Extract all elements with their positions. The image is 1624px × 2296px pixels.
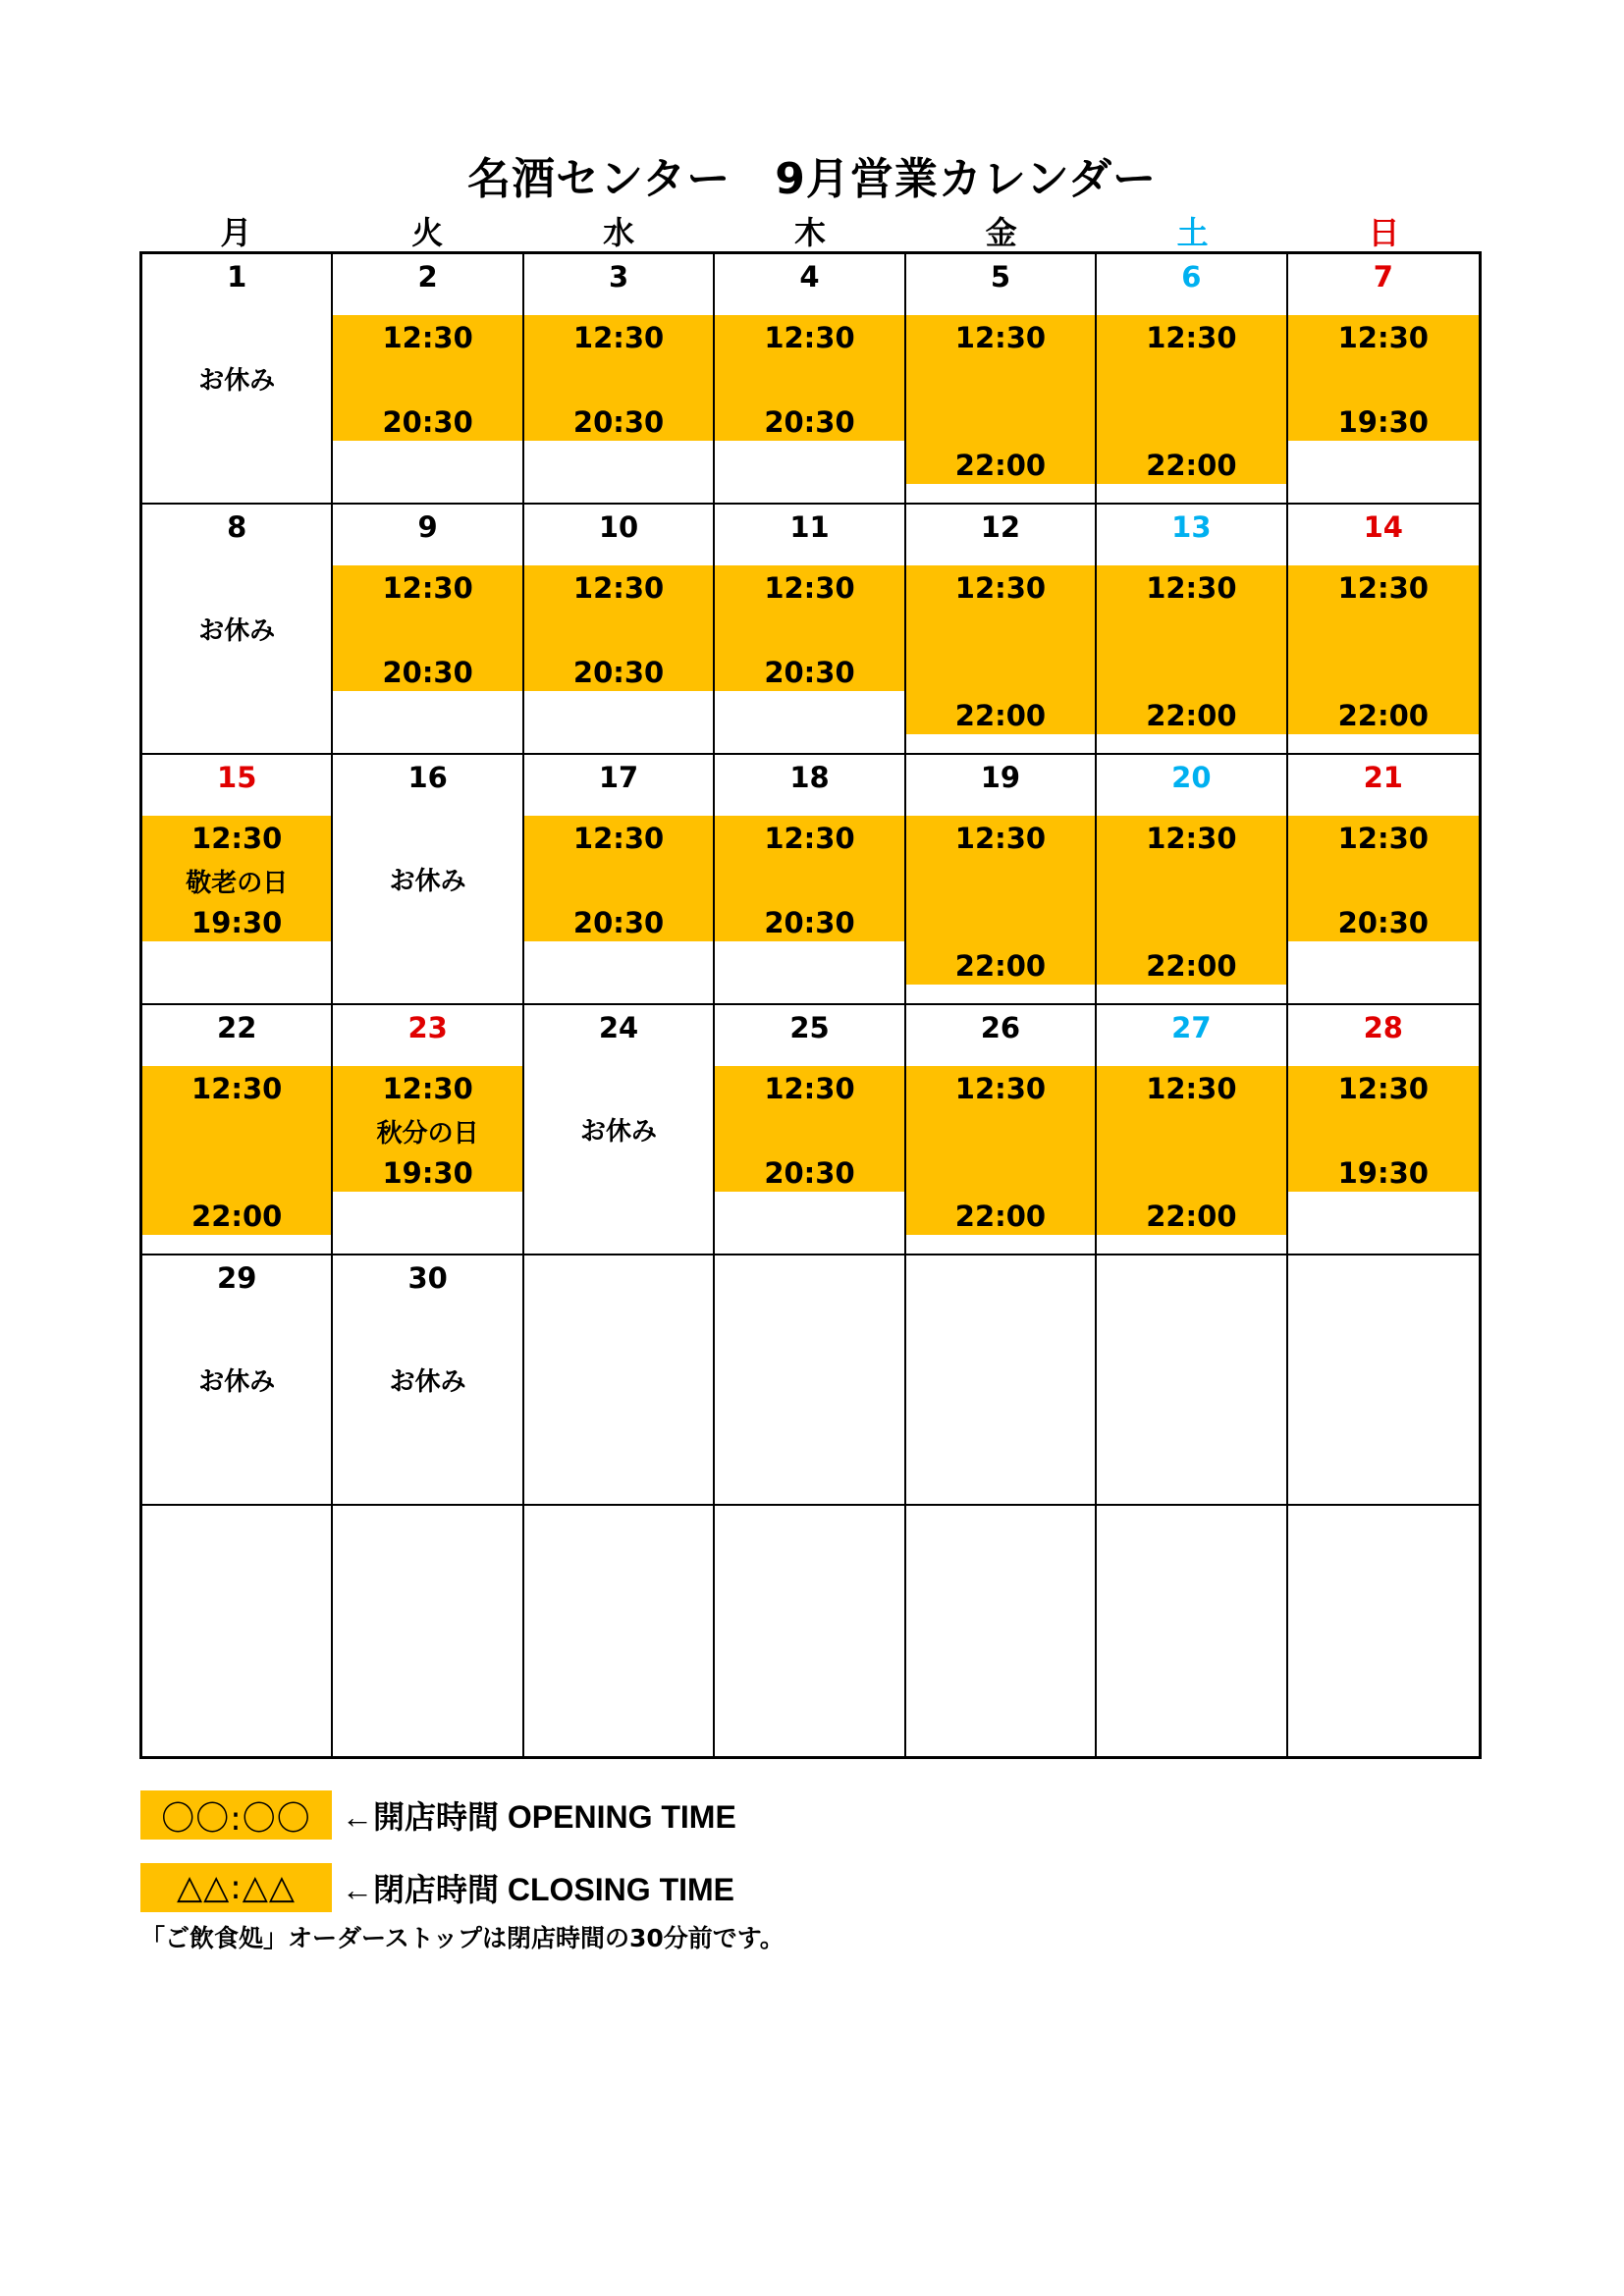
holiday-name: 秋分の日 — [376, 1119, 479, 1148]
business-hours-band — [1097, 565, 1285, 734]
closing-time: 20:30 — [572, 906, 665, 939]
day-number: 3 — [608, 260, 629, 294]
calendar-day-cell — [1288, 755, 1479, 1005]
calendar-day-cell — [333, 1255, 523, 1506]
opening-time: 12:30 — [1337, 571, 1429, 605]
calendar-day-cell — [715, 505, 905, 755]
weekday-label: 土 — [1176, 214, 1209, 251]
calendar-day-cell — [1097, 755, 1287, 1005]
business-hours-band — [1288, 565, 1479, 734]
closing-time: 20:30 — [764, 656, 855, 689]
business-hours-band — [1097, 1066, 1285, 1235]
closing-time: 20:30 — [572, 405, 665, 439]
calendar-day-cell — [906, 1255, 1097, 1506]
calendar-day-cell — [1097, 505, 1287, 755]
calendar-day-cell — [1097, 1506, 1287, 1756]
calendar-day-cell — [333, 254, 523, 505]
calendar-day-cell — [333, 505, 523, 755]
calendar-day-cell — [333, 1005, 523, 1255]
opening-time: 12:30 — [382, 1072, 473, 1105]
closing-time: 22:00 — [1146, 449, 1237, 482]
business-hours-band — [524, 816, 713, 941]
day-number: 17 — [598, 761, 639, 794]
opening-time: 12:30 — [764, 822, 855, 855]
business-hours-band — [906, 315, 1095, 484]
day-number: 22 — [217, 1011, 257, 1044]
calendar-day-cell — [715, 1005, 905, 1255]
order-stop-note: 「ご飲食処」オーダーストップは閉店時間の30分前です。 — [140, 1924, 785, 1952]
closing-time: 19:30 — [1337, 405, 1429, 439]
calendar-day-cell — [1288, 1255, 1479, 1506]
calendar-day-cell — [333, 755, 523, 1005]
day-number: 10 — [598, 510, 639, 544]
business-hours-band — [906, 816, 1095, 985]
closing-time: 20:30 — [764, 906, 855, 939]
closing-time: 22:00 — [954, 1200, 1047, 1233]
business-hours-band — [1097, 816, 1285, 985]
day-number: 1 — [227, 260, 247, 294]
calendar-day-cell — [1288, 1506, 1479, 1756]
closing-time: 22:00 — [954, 699, 1047, 732]
calendar-day-cell — [142, 254, 333, 505]
opening-time: 12:30 — [764, 321, 855, 354]
opening-time: 12:30 — [954, 571, 1047, 605]
calendar-day-cell — [906, 1506, 1097, 1756]
closed-label: お休み — [198, 366, 276, 396]
legend-opening-label: ←開店時間 OPENING TIME — [342, 1799, 736, 1835]
closing-time: 19:30 — [382, 1156, 473, 1190]
calendar-day-cell — [524, 1506, 715, 1756]
business-hours-band — [715, 816, 903, 941]
opening-time: 12:30 — [382, 571, 473, 605]
day-number: 30 — [407, 1261, 448, 1295]
business-hours-band — [524, 315, 713, 441]
holiday-name: 敬老の日 — [186, 869, 289, 898]
day-number: 2 — [417, 260, 438, 294]
weekday-label: 木 — [793, 214, 826, 251]
business-hours-band — [1288, 315, 1479, 441]
calendar-day-cell — [1097, 254, 1287, 505]
calendar-day-cell — [524, 254, 715, 505]
day-number: 29 — [217, 1261, 257, 1295]
day-number: 14 — [1363, 510, 1403, 544]
calendar-day-cell — [906, 254, 1097, 505]
business-hours-band — [333, 1066, 521, 1192]
business-hours-band — [142, 1066, 331, 1235]
opening-time: 12:30 — [1146, 1072, 1237, 1105]
calendar-day-cell — [142, 1255, 333, 1506]
closing-time: 20:30 — [572, 656, 665, 689]
business-hours-band — [906, 565, 1095, 734]
day-number: 25 — [789, 1011, 830, 1044]
day-number: 5 — [990, 260, 1011, 294]
calendar-day-cell — [1097, 1005, 1287, 1255]
day-number: 7 — [1373, 260, 1393, 294]
closing-time: 22:00 — [954, 449, 1047, 482]
business-hours-band — [1097, 315, 1285, 484]
closed-label: お休み — [198, 616, 276, 646]
closing-time: 20:30 — [764, 1156, 855, 1190]
calendar-day-cell — [1288, 505, 1479, 755]
opening-time: 12:30 — [382, 321, 473, 354]
legend-opening-sample: 〇〇:〇〇 — [140, 1790, 332, 1840]
opening-time: 12:30 — [1146, 571, 1237, 605]
day-number: 12 — [980, 510, 1021, 544]
business-hours-band — [142, 816, 331, 941]
day-number: 8 — [227, 510, 247, 544]
weekday-label: 日 — [1368, 214, 1400, 251]
calendar-day-cell — [524, 755, 715, 1005]
day-number: 15 — [217, 761, 257, 794]
opening-time: 12:30 — [572, 571, 665, 605]
closing-time: 22:00 — [1146, 699, 1237, 732]
opening-time: 12:30 — [572, 822, 665, 855]
closed-label: お休み — [580, 1117, 658, 1147]
opening-time: 12:30 — [1337, 321, 1429, 354]
day-number: 28 — [1363, 1011, 1403, 1044]
business-hours-band — [715, 315, 903, 441]
legend-closing — [140, 1863, 734, 1912]
calendar-grid — [139, 251, 1482, 1759]
opening-time: 12:30 — [572, 321, 665, 354]
calendar-day-cell — [142, 505, 333, 755]
opening-time: 12:30 — [1337, 822, 1429, 855]
closing-time: 19:30 — [1337, 1156, 1429, 1190]
calendar-day-cell — [1288, 254, 1479, 505]
day-number: 6 — [1181, 260, 1202, 294]
day-number: 4 — [799, 260, 820, 294]
calendar-day-cell — [524, 1255, 715, 1506]
weekday-header — [140, 208, 1480, 251]
weekday-label: 火 — [411, 214, 444, 251]
calendar-day-cell — [715, 1506, 905, 1756]
opening-time: 12:30 — [954, 321, 1047, 354]
day-number: 23 — [407, 1011, 448, 1044]
day-number: 18 — [789, 761, 830, 794]
opening-time: 12:30 — [954, 822, 1047, 855]
day-number: 20 — [1171, 761, 1212, 794]
opening-time: 12:30 — [764, 571, 855, 605]
day-number: 27 — [1171, 1011, 1212, 1044]
calendar-day-cell — [906, 505, 1097, 755]
business-hours-band — [1288, 816, 1479, 941]
calendar-day-cell — [906, 1005, 1097, 1255]
opening-time: 12:30 — [1146, 321, 1237, 354]
closed-label: お休み — [389, 867, 466, 896]
day-number: 16 — [407, 761, 448, 794]
legend-closing-sample: △△:△△ — [140, 1863, 332, 1912]
opening-time: 12:30 — [191, 822, 283, 855]
calendar-day-cell — [142, 1005, 333, 1255]
closing-time: 20:30 — [1337, 906, 1429, 939]
closing-time: 22:00 — [191, 1200, 283, 1233]
closing-time: 19:30 — [191, 906, 283, 939]
opening-time: 12:30 — [1146, 822, 1237, 855]
opening-time: 12:30 — [954, 1072, 1047, 1105]
business-hours-band — [715, 565, 903, 691]
weekday-label: 水 — [603, 214, 635, 251]
closing-time: 20:30 — [382, 656, 473, 689]
business-hours-band — [906, 1066, 1095, 1235]
day-number: 21 — [1363, 761, 1403, 794]
calendar-day-cell — [715, 254, 905, 505]
day-number: 11 — [789, 510, 830, 544]
closed-label: お休み — [198, 1367, 276, 1397]
calendar-day-cell — [142, 1506, 333, 1756]
legend-closing-label: ←閉店時間 CLOSING TIME — [342, 1872, 735, 1907]
day-number: 19 — [980, 761, 1021, 794]
closing-time: 20:30 — [382, 405, 473, 439]
calendar-day-cell — [715, 755, 905, 1005]
business-hours-band — [1288, 1066, 1479, 1192]
day-number: 9 — [417, 510, 438, 544]
calendar-day-cell — [333, 1506, 523, 1756]
weekday-label: 月 — [220, 214, 252, 251]
page-title: 名酒センター 9月営業カレンダー — [467, 154, 1157, 204]
business-hours-band — [715, 1066, 903, 1192]
closing-time: 22:00 — [1146, 1200, 1237, 1233]
day-number: 13 — [1171, 510, 1212, 544]
calendar-day-cell — [1097, 1255, 1287, 1506]
weekday-label: 金 — [985, 214, 1017, 251]
calendar-day-cell — [524, 1005, 715, 1255]
opening-time: 12:30 — [191, 1072, 283, 1105]
calendar-day-cell — [715, 1255, 905, 1506]
closing-time: 22:00 — [954, 949, 1047, 983]
day-number: 24 — [598, 1011, 639, 1044]
legend-opening — [140, 1790, 736, 1840]
business-hours-band — [333, 315, 521, 441]
opening-time: 12:30 — [764, 1072, 855, 1105]
business-hours-band — [524, 565, 713, 691]
closing-time: 22:00 — [1146, 949, 1237, 983]
business-hours-band — [333, 565, 521, 691]
calendar-day-cell — [524, 505, 715, 755]
closing-time: 20:30 — [764, 405, 855, 439]
day-number: 26 — [980, 1011, 1021, 1044]
calendar-day-cell — [142, 755, 333, 1005]
opening-time: 12:30 — [1337, 1072, 1429, 1105]
calendar-day-cell — [1288, 1005, 1479, 1255]
closing-time: 22:00 — [1337, 699, 1429, 732]
closed-label: お休み — [389, 1367, 466, 1397]
calendar-day-cell — [906, 755, 1097, 1005]
